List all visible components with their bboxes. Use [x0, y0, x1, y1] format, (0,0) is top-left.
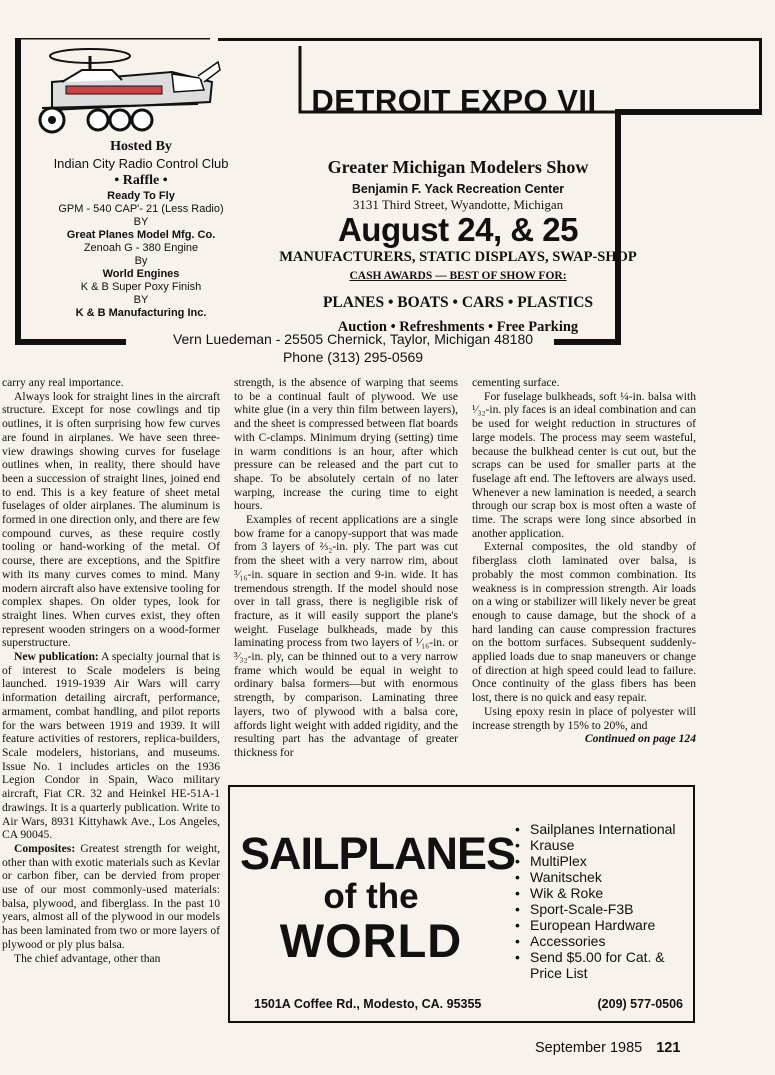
paragraph-text: The chief advantage, other than [14, 951, 161, 965]
contact-address: Vern Luedeman - 25505 Chernick, Taylor, Michigan 48180 [172, 331, 534, 347]
product-list-item: • MultiPlex [515, 853, 693, 869]
product-list-item: • Sport-Scale-F3B [515, 901, 693, 917]
article-paragraph [2, 390, 220, 650]
expo-title: DETROIT EXPO VII [311, 83, 597, 118]
article-paragraph: cementing surface. [472, 376, 560, 389]
article-paragraph [2, 650, 220, 842]
show-date: August 24, & 25 [337, 211, 579, 248]
show-details [272, 156, 644, 336]
contact-phone: Phone (313) 295-0569 [282, 349, 424, 365]
show-name: Greater Michigan Modelers Show [327, 157, 589, 177]
article-column-3 [472, 376, 696, 746]
page-number: 121 [656, 1040, 681, 1056]
product-list [515, 821, 693, 981]
product-list-item: • Wanitschek [515, 869, 693, 885]
article-paragraph [2, 842, 220, 952]
sailplanes-phone: (209) 577-0506 [597, 997, 683, 1011]
article-paragraph: Using epoxy resin in place of polyester will increase strength by 15% to 20%, and [472, 704, 696, 732]
raffle-line: By [134, 255, 148, 267]
expo-contact [138, 330, 568, 366]
article-paragraph [2, 376, 220, 390]
sailplanes-address: 1501A Coffee Rd., Modesto, CA. 95355 [254, 997, 482, 1011]
raffle-line: Zenoah G - 380 Engine [83, 242, 199, 254]
cash-awards: CASH AWARDS — BEST OF SHOW FOR: [349, 270, 567, 282]
product-list-item: • Accessories [515, 933, 693, 949]
page-footer [535, 1040, 680, 1056]
product-list-item: • Krause [515, 837, 693, 853]
raffle-line: BY [133, 216, 149, 228]
article-paragraph [2, 952, 220, 966]
sailplanes-ad [228, 785, 695, 1023]
expo-logo-illustration [22, 42, 222, 136]
detroit-expo-ad [14, 38, 762, 365]
raffle-line: BY [133, 294, 149, 306]
product-list-item: • European Hardware [515, 917, 693, 933]
product-list-item: • Sailplanes International [515, 821, 693, 837]
article-column-1 [2, 376, 220, 965]
paragraph-text: A specialty journal that is of interest to Scale modelers is being launched. 1919-1939 Air Wars will carry information detailing aircraft, performance, armament, combat handling, and pilot reports for the wars between 1919 and 1939. It will feature activities of restorers, replica-builders, Scale modelers, historians, and museums. Issue No. 1 includes articles on the 1936 Legion Condor in Spain, Waco military aircraft, Fiat CR. 32 and Heinkel HE-51A-1 drawings. It is a quarterly publication. Write to Air Wars, 8931 Kittyhawk Ave., Los Angeles, CA 90045. [2, 650, 220, 842]
continued-note: Continued on page 124 [584, 732, 696, 746]
amenities: Auction • Refreshments • Free Parking [337, 319, 579, 335]
headline-line-1: SAILPLANES [240, 828, 516, 879]
paragraph-text: carry any real importance. [2, 376, 124, 389]
raffle-line: GPM - 540 CAP'- 21 (Less Radio) [58, 203, 224, 215]
raffle-prize-list [14, 190, 268, 320]
headline-line-2: of the [323, 877, 419, 916]
article-paragraph: External composites, the old standby of fiberglass cloth laminated over balsa, is probably the most common combination. Its weakness is in compression strength. Air loads on a wing or stabilizer will likely never be great enough to cause damage, but the shock of a hard landing can cause compression fractures on the bottom surfaces. Subsequent suddenly-applied loads due to snap maneuvers or change of direction at high speed could lead to failure. Once continuity of the glass fibers has been lost, there is no quick and easy repair. [472, 540, 696, 705]
article-paragraph: For fuselage bulkheads, soft ¼-in. balsa with ¹⁄₃₂-in. ply faces is an ideal combination and can be used for weight reduction in structures of large models. The process may seem wasteful, because the bulkhead center is cut out, but the scraps can be used for smaller parts at the fuselage aft end. The leftovers are always used. Whenever a new lamination is needed, a search through our scrap box is most often a waste of time. The scraps were long since absorbed in another application. [472, 389, 696, 540]
raffle-line: Great Planes Model Mfg. Co. [66, 229, 216, 241]
issue-date: September 1985 [535, 1040, 643, 1056]
venue-address: 3131 Third Street, Wyandotte, Michigan [352, 197, 564, 212]
product-list-item: • Wik & Roke [515, 885, 693, 901]
paragraph-lead: New publication: [14, 650, 99, 664]
product-list-item: • Send $5.00 for Cat. & Price List [515, 949, 693, 981]
venue-name: Benjamin F. Yack Recreation Center [351, 182, 565, 196]
raffle-line: K & B Manufacturing Inc. [75, 307, 207, 319]
article-paragraph: strength, is the absence of warping that seems to be a continual fault of plywood. We use white glue (in a very thin film between layers), and the sheet is compressed between flat boards with C-clamps. Minimum drying (setting) time in warm conditions is an hour, after which pressure can be released and the part cut to shape. To be absolutely certain of no later warping, increase the curing time to eight hours. [234, 376, 458, 513]
raffle-section [14, 138, 268, 320]
raffle-line: Ready To Fly [107, 190, 175, 202]
article-column-2 [234, 376, 458, 760]
paragraph-lead: Composites: [14, 841, 76, 855]
host-club: Indian City Radio Control Club [53, 156, 229, 171]
hosted-by-label: Hosted By [110, 139, 172, 154]
paragraph-text: Always look for straight lines in the aircraft structure. Except for nose cowlings and tip outlines, it is often surprising how few curves are found in airplanes. We have seen three-view drawings showing curves for fuselage outlines when, in reality, there should have been a succession of straight lines, joined end to end. This is a key feature of sheet metal fuselages of older airplanes. The aluminum is formed in one direction only, and there are few compound curves, as these require costly tooling or hand-working of the metal. Of course, there are exceptions, and the Spitfire with its many curves comes to mind. Many modern aircraft also have extensive tooling for complex shapes. On older types, look for straight lines. When curves exist, they often represent wooden stringers on a wood-former superstructure. [2, 389, 220, 650]
paragraph-text: Greatest strength for weight, other than with exotic materials such as Kevlar or carbon fiber, can be dervied from proper use of our most commonly-used materials: balsa, plywood, and fiberglass. In the past 10 years, almost all of the plywood in our models has been laminated from two or more layers of plywood or ply plus balsa. [2, 841, 220, 951]
sailplanes-headline [240, 828, 516, 967]
raffle-label: • Raffle • [114, 173, 168, 188]
award-categories: PLANES • BOATS • CARS • PLASTICS [322, 294, 594, 311]
show-features: MANUFACTURERS, STATIC DISPLAYS, SWAP-SHOP [279, 249, 637, 265]
raffle-line: K & B Super Poxy Finish [80, 281, 202, 293]
article-paragraph: Examples of recent applications are a single bow frame for a canopy-support that was made from 3 layers of ⅔₂-in. ply. The part was cut from the sheet with a very narrow rim, about ³⁄₁₆-in. square in section and 9-in. wide. It has tremendous strength. If the model should nose over in tall grass, there is negligible risk of fracture, as it will easily support the plane's weight. Fuselage bulkheads, made by this laminating process from two layers of ¹⁄₁₆-in. or ³⁄₃₂-in. ply, can be thinned out to a very narrow frame which would be equal in weight to ordinary balsa formers—but with enormous strength, by comparison. Laminating three layers, two of plywood with a balsa core, affords light weight with added rigidity, and the resulting part has the advantage of greater thickness for [234, 513, 458, 759]
headline-line-3: WORLD [279, 914, 463, 967]
raffle-line: World Engines [102, 268, 180, 280]
